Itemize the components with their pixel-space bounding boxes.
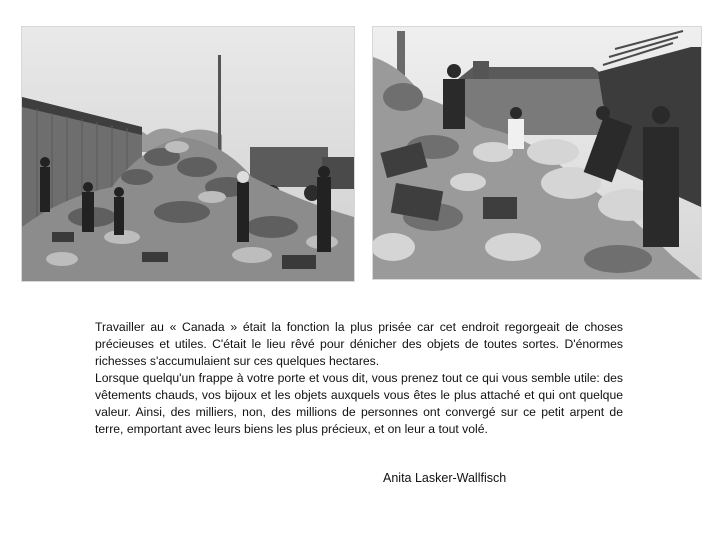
photo-loading-trucks xyxy=(372,26,702,280)
loading-trucks-photo xyxy=(373,27,701,279)
quote-text xyxy=(95,319,623,438)
quote-author: Anita Lasker-Wallfisch xyxy=(383,471,507,485)
quote-paragraph-1: Travailler au « Canada » était la fonction la plus prisée car cet endroit regorgeait de choses précieuses et utiles. C'était le lieu rêvé pour dénicher des objets de toutes sortes. D'énormes richesses s'accumulaient sur ces quelques hectares. xyxy=(95,320,623,368)
sorting-barracks-photo xyxy=(22,27,354,281)
photo-sorting-yard xyxy=(21,26,355,282)
quote-paragraph-2: Lorsque quelqu'un frappe à votre porte et vous dit, vous prenez tout ce qui vous semble utile: des vêtements chauds, vos bijoux et les objets auxquels vous êtes le plus attaché et qui ont quelque valeur. Ainsi, des milliers, non, des millions de personnes ont convergé sur ce petit arpent de terre, emportant avec leurs biens les plus précieux, et on leur a tout volé. xyxy=(95,371,623,436)
